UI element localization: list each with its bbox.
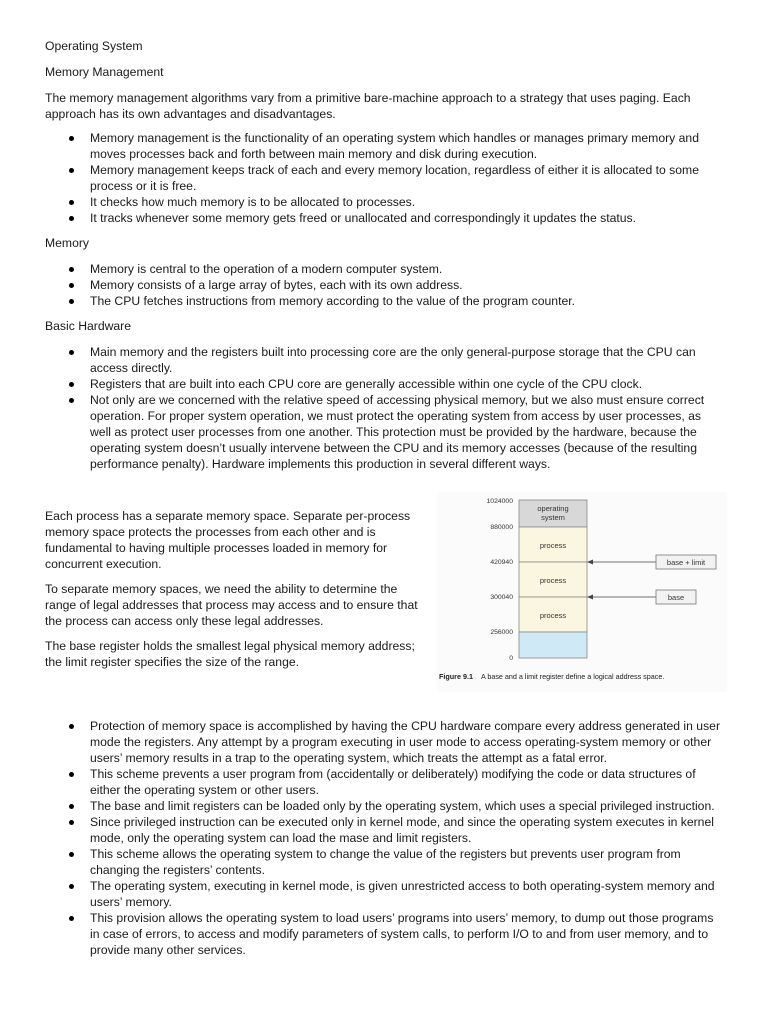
- address-label: 0: [509, 655, 513, 662]
- base-limit-register-label: base + limit: [666, 558, 706, 567]
- section-heading-memory: Memory: [45, 236, 90, 250]
- os-label-line2: system: [541, 513, 565, 522]
- bullet-list-memory-management: [45, 130, 725, 226]
- list-item: Memory management keeps track of each and every memory location, regardless of either it is allocated to some process or it is free.: [45, 162, 725, 194]
- figure-caption-number: Figure 9.1: [439, 672, 473, 681]
- list-item: The base and limit registers can be loaded only by the operating system, which uses a special privileged instruction.: [45, 798, 725, 814]
- paragraph: To separate memory spaces, we need the ability to determine the range of legal addresses that process may access and to ensure that the process can access only these legal addresses.: [45, 582, 418, 628]
- list-item: The operating system, executing in kernel mode, is given unrestricted access to both operating-system memory and users’ memory.: [45, 878, 725, 910]
- list-item: This scheme allows the operating system to change the value of the registers but prevents user program from changing the registers’ contents.: [45, 846, 725, 878]
- intro-paragraph: The memory management algorithms vary from a primitive bare-machine approach to a strategy that uses paging. Each approach has its own advantages and disadvantages.: [45, 91, 691, 121]
- list-item: Protection of memory space is accomplished by having the CPU hardware compare every address generated in user mode the registers. Any attempt by a program executing in user mode to access operating-system memory or other users’ memory results in a trap to the operating system, which treats the attempt as a fatal error.: [45, 718, 725, 766]
- address-label: 1024000: [486, 498, 513, 505]
- list-item: It tracks whenever some memory gets freed or unallocated and correspondingly it updates the status.: [45, 210, 725, 226]
- list-item: Memory management is the functionality of an operating system which handles or manages primary memory and moves processes back and forth between main memory and disk during execution.: [45, 130, 725, 162]
- list-item: It checks how much memory is to be allocated to processes.: [45, 194, 725, 210]
- list-item: Memory is central to the operation of a modern computer system.: [45, 261, 725, 277]
- memory-diagram: [437, 492, 727, 692]
- memory-diagram-figure: [437, 492, 727, 692]
- address-label: 300040: [490, 594, 513, 601]
- bullet-list-protection: [45, 718, 725, 958]
- document-page: [45, 38, 725, 967]
- list-item: Main memory and the registers built into processing core are the only general-purpose storage that the CPU can access directly.: [45, 344, 725, 376]
- section-heading-basic-hardware: Basic Hardware: [45, 319, 132, 333]
- list-item: Memory consists of a large array of bytes, each with its own address.: [45, 277, 725, 293]
- address-label: 420940: [490, 559, 513, 566]
- process-label: process: [539, 541, 567, 550]
- bullet-list-basic-hardware: [45, 344, 725, 472]
- list-item: Registers that are built into each CPU core are generally accessible within one cycle of the CPU clock.: [45, 376, 725, 392]
- figure-caption: [439, 672, 664, 681]
- section-heading-memory-management: Memory Management: [45, 65, 164, 79]
- list-item: The CPU fetches instructions from memory according to the value of the program counter.: [45, 293, 725, 309]
- paragraph: The base register holds the smallest legal physical memory address; the limit register specifies the size of the range.: [45, 639, 415, 669]
- paragraph: Each process has a separate memory space. Separate per-process memory space protects the processes from each other and is fundamental to having multiple processes loaded in memory for concurrent execution.: [45, 509, 411, 571]
- list-item: Not only are we concerned with the relative speed of accessing physical memory, but we also must ensure correct operation. For proper system operation, we must protect the operating system from access by user processes, as well as protect user processes from one another. This protection must be provided by the hardware, because the operating system doesn’t usually intervene between the CPU and its memory accesses (because of the resulting performance penalty). Hardware implements this production in several different ways.: [45, 392, 725, 472]
- list-item: This provision allows the operating system to load users’ programs into users’ memory, to dump out those programs in case of errors, to access and modify parameters of system calls, to perform I/O to and from user memory, and to provide many other services.: [45, 910, 725, 958]
- free-memory-block: [519, 632, 587, 658]
- process-label: process: [539, 576, 567, 585]
- address-label: 256000: [490, 629, 513, 636]
- base-register-label: base: [667, 593, 685, 602]
- process-label: process: [539, 611, 567, 620]
- os-label-line1: operating: [537, 504, 569, 513]
- figure-caption-text: A base and a limit register define a logical address space.: [480, 672, 665, 681]
- document-title: Operating System: [45, 39, 143, 53]
- text-with-figure: [45, 492, 725, 704]
- list-item: This scheme prevents a user program from (accidentally or deliberately) modifying the code or data structures of either the operating system or other users.: [45, 766, 725, 798]
- bullet-list-memory: [45, 261, 725, 309]
- address-label: 880000: [490, 524, 513, 531]
- split-text-column: [45, 508, 430, 679]
- list-item: Since privileged instruction can be executed only in kernel mode, and since the operating system executes in kernel mode, only the operating system can load the mase and limit registers.: [45, 814, 725, 846]
